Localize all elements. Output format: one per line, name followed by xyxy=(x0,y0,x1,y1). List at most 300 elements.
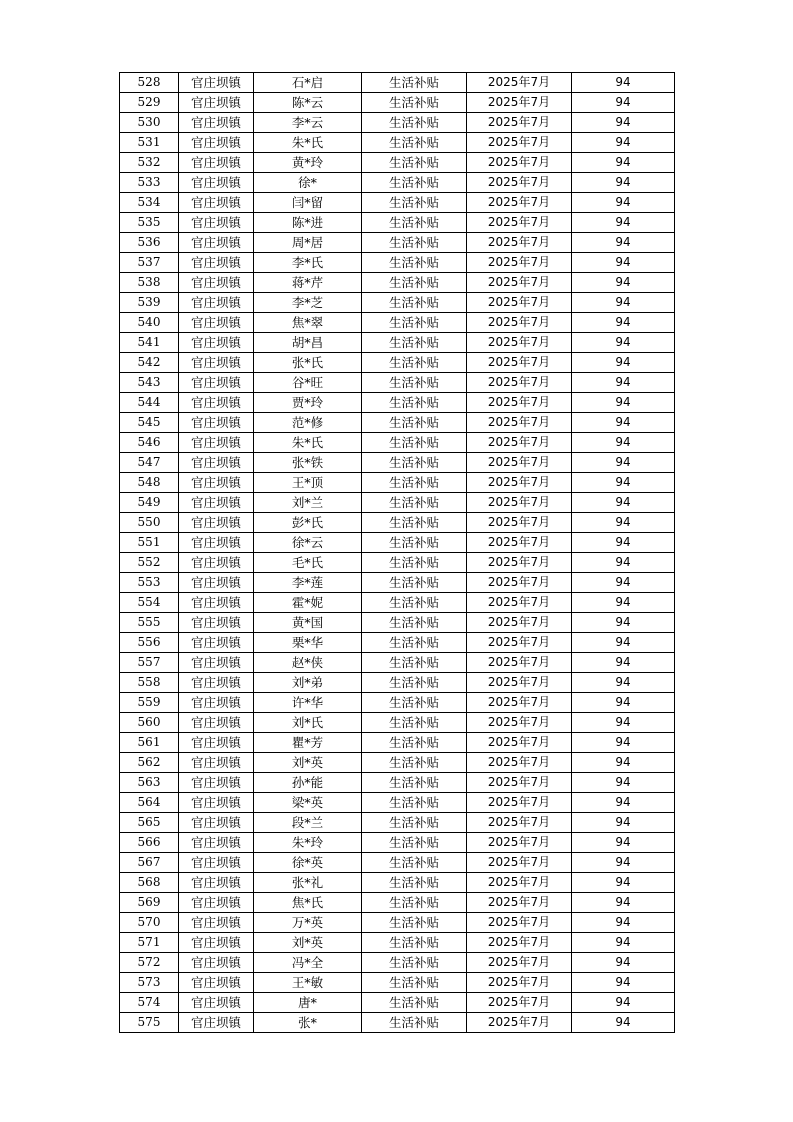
recipient-name-cell: 赵*侠 xyxy=(254,653,362,673)
row-number-cell: 533 xyxy=(120,173,179,193)
row-number-cell: 528 xyxy=(120,73,179,93)
town-cell: 官庄坝镇 xyxy=(179,473,254,493)
row-number-cell: 564 xyxy=(120,793,179,813)
town-cell: 官庄坝镇 xyxy=(179,613,254,633)
amount-cell: 94 xyxy=(572,613,675,633)
town-cell: 官庄坝镇 xyxy=(179,773,254,793)
amount-cell: 94 xyxy=(572,73,675,93)
recipient-name-cell: 刘*兰 xyxy=(254,493,362,513)
month-cell: 2025年7月 xyxy=(467,673,572,693)
month-cell: 2025年7月 xyxy=(467,853,572,873)
town-cell: 官庄坝镇 xyxy=(179,913,254,933)
recipient-name-cell: 范*修 xyxy=(254,413,362,433)
recipient-name-cell: 梁*英 xyxy=(254,793,362,813)
recipient-name-cell: 陈*云 xyxy=(254,93,362,113)
recipient-name-cell: 焦*氏 xyxy=(254,893,362,913)
row-number-cell: 555 xyxy=(120,613,179,633)
subsidy-type-cell: 生活补贴 xyxy=(362,993,467,1013)
month-cell: 2025年7月 xyxy=(467,773,572,793)
town-cell: 官庄坝镇 xyxy=(179,533,254,553)
recipient-name-cell: 张*氏 xyxy=(254,353,362,373)
month-cell: 2025年7月 xyxy=(467,993,572,1013)
subsidy-type-cell: 生活补贴 xyxy=(362,753,467,773)
recipient-name-cell: 贾*玲 xyxy=(254,393,362,413)
table-row xyxy=(120,353,675,373)
row-number-cell: 547 xyxy=(120,453,179,473)
month-cell: 2025年7月 xyxy=(467,413,572,433)
row-number-cell: 553 xyxy=(120,573,179,593)
amount-cell: 94 xyxy=(572,953,675,973)
month-cell: 2025年7月 xyxy=(467,153,572,173)
recipient-name-cell: 黄*玲 xyxy=(254,153,362,173)
month-cell: 2025年7月 xyxy=(467,353,572,373)
table-row xyxy=(120,833,675,853)
subsidy-type-cell: 生活补贴 xyxy=(362,453,467,473)
month-cell: 2025年7月 xyxy=(467,313,572,333)
recipient-name-cell: 胡*昌 xyxy=(254,333,362,353)
amount-cell: 94 xyxy=(572,233,675,253)
table-row xyxy=(120,733,675,753)
recipient-name-cell: 谷*旺 xyxy=(254,373,362,393)
month-cell: 2025年7月 xyxy=(467,693,572,713)
month-cell: 2025年7月 xyxy=(467,913,572,933)
table-row xyxy=(120,793,675,813)
month-cell: 2025年7月 xyxy=(467,373,572,393)
row-number-cell: 566 xyxy=(120,833,179,853)
subsidy-type-cell: 生活补贴 xyxy=(362,153,467,173)
row-number-cell: 551 xyxy=(120,533,179,553)
table-row xyxy=(120,493,675,513)
town-cell: 官庄坝镇 xyxy=(179,193,254,213)
row-number-cell: 540 xyxy=(120,313,179,333)
recipient-name-cell: 张* xyxy=(254,1013,362,1033)
row-number-cell: 536 xyxy=(120,233,179,253)
town-cell: 官庄坝镇 xyxy=(179,453,254,473)
month-cell: 2025年7月 xyxy=(467,533,572,553)
recipient-name-cell: 冯*全 xyxy=(254,953,362,973)
row-number-cell: 544 xyxy=(120,393,179,413)
town-cell: 官庄坝镇 xyxy=(179,893,254,913)
table-row xyxy=(120,233,675,253)
table-row xyxy=(120,713,675,733)
amount-cell: 94 xyxy=(572,593,675,613)
row-number-cell: 568 xyxy=(120,873,179,893)
subsidy-type-cell: 生活补贴 xyxy=(362,513,467,533)
subsidy-type-cell: 生活补贴 xyxy=(362,813,467,833)
recipient-name-cell: 朱*氏 xyxy=(254,133,362,153)
subsidy-type-cell: 生活补贴 xyxy=(362,573,467,593)
town-cell: 官庄坝镇 xyxy=(179,153,254,173)
row-number-cell: 550 xyxy=(120,513,179,533)
recipient-name-cell: 刘*弟 xyxy=(254,673,362,693)
month-cell: 2025年7月 xyxy=(467,193,572,213)
table-row xyxy=(120,253,675,273)
subsidy-type-cell: 生活补贴 xyxy=(362,413,467,433)
town-cell: 官庄坝镇 xyxy=(179,113,254,133)
row-number-cell: 537 xyxy=(120,253,179,273)
recipient-name-cell: 刘*氏 xyxy=(254,713,362,733)
recipient-name-cell: 蒋*芹 xyxy=(254,273,362,293)
recipient-name-cell: 张*礼 xyxy=(254,873,362,893)
table-row xyxy=(120,753,675,773)
table-row xyxy=(120,613,675,633)
subsidy-type-cell: 生活补贴 xyxy=(362,493,467,513)
row-number-cell: 539 xyxy=(120,293,179,313)
subsidy-type-cell: 生活补贴 xyxy=(362,913,467,933)
subsidy-type-cell: 生活补贴 xyxy=(362,393,467,413)
subsidy-type-cell: 生活补贴 xyxy=(362,93,467,113)
amount-cell: 94 xyxy=(572,153,675,173)
table-row xyxy=(120,133,675,153)
month-cell: 2025年7月 xyxy=(467,713,572,733)
table-row xyxy=(120,873,675,893)
recipient-name-cell: 李*芝 xyxy=(254,293,362,313)
town-cell: 官庄坝镇 xyxy=(179,413,254,433)
recipient-name-cell: 焦*翠 xyxy=(254,313,362,333)
table-row xyxy=(120,673,675,693)
amount-cell: 94 xyxy=(572,533,675,553)
table-row xyxy=(120,93,675,113)
town-cell: 官庄坝镇 xyxy=(179,993,254,1013)
amount-cell: 94 xyxy=(572,553,675,573)
town-cell: 官庄坝镇 xyxy=(179,973,254,993)
table-row xyxy=(120,893,675,913)
month-cell: 2025年7月 xyxy=(467,613,572,633)
row-number-cell: 543 xyxy=(120,373,179,393)
amount-cell: 94 xyxy=(572,133,675,153)
month-cell: 2025年7月 xyxy=(467,213,572,233)
town-cell: 官庄坝镇 xyxy=(179,213,254,233)
recipient-name-cell: 霍*妮 xyxy=(254,593,362,613)
table-row xyxy=(120,73,675,93)
table-row xyxy=(120,813,675,833)
month-cell: 2025年7月 xyxy=(467,973,572,993)
amount-cell: 94 xyxy=(572,273,675,293)
subsidy-type-cell: 生活补贴 xyxy=(362,793,467,813)
amount-cell: 94 xyxy=(572,193,675,213)
month-cell: 2025年7月 xyxy=(467,573,572,593)
town-cell: 官庄坝镇 xyxy=(179,393,254,413)
subsidy-type-cell: 生活补贴 xyxy=(362,473,467,493)
town-cell: 官庄坝镇 xyxy=(179,753,254,773)
month-cell: 2025年7月 xyxy=(467,733,572,753)
amount-cell: 94 xyxy=(572,513,675,533)
row-number-cell: 559 xyxy=(120,693,179,713)
subsidy-type-cell: 生活补贴 xyxy=(362,73,467,93)
table-row xyxy=(120,193,675,213)
subsidy-type-cell: 生活补贴 xyxy=(362,313,467,333)
table-row xyxy=(120,273,675,293)
month-cell: 2025年7月 xyxy=(467,73,572,93)
row-number-cell: 557 xyxy=(120,653,179,673)
amount-cell: 94 xyxy=(572,213,675,233)
month-cell: 2025年7月 xyxy=(467,893,572,913)
table-row xyxy=(120,953,675,973)
recipient-name-cell: 王*敏 xyxy=(254,973,362,993)
amount-cell: 94 xyxy=(572,913,675,933)
month-cell: 2025年7月 xyxy=(467,833,572,853)
amount-cell: 94 xyxy=(572,633,675,653)
town-cell: 官庄坝镇 xyxy=(179,273,254,293)
subsidy-type-cell: 生活补贴 xyxy=(362,273,467,293)
row-number-cell: 571 xyxy=(120,933,179,953)
amount-cell: 94 xyxy=(572,313,675,333)
table-row xyxy=(120,653,675,673)
table-row xyxy=(120,473,675,493)
row-number-cell: 530 xyxy=(120,113,179,133)
month-cell: 2025年7月 xyxy=(467,553,572,573)
town-cell: 官庄坝镇 xyxy=(179,873,254,893)
town-cell: 官庄坝镇 xyxy=(179,73,254,93)
month-cell: 2025年7月 xyxy=(467,593,572,613)
month-cell: 2025年7月 xyxy=(467,653,572,673)
month-cell: 2025年7月 xyxy=(467,113,572,133)
amount-cell: 94 xyxy=(572,493,675,513)
table-row xyxy=(120,593,675,613)
month-cell: 2025年7月 xyxy=(467,473,572,493)
month-cell: 2025年7月 xyxy=(467,293,572,313)
row-number-cell: 554 xyxy=(120,593,179,613)
recipient-name-cell: 李*莲 xyxy=(254,573,362,593)
subsidy-type-cell: 生活补贴 xyxy=(362,333,467,353)
row-number-cell: 560 xyxy=(120,713,179,733)
amount-cell: 94 xyxy=(572,973,675,993)
town-cell: 官庄坝镇 xyxy=(179,673,254,693)
row-number-cell: 545 xyxy=(120,413,179,433)
town-cell: 官庄坝镇 xyxy=(179,513,254,533)
row-number-cell: 563 xyxy=(120,773,179,793)
subsidy-type-cell: 生活补贴 xyxy=(362,213,467,233)
amount-cell: 94 xyxy=(572,933,675,953)
row-number-cell: 569 xyxy=(120,893,179,913)
amount-cell: 94 xyxy=(572,373,675,393)
subsidy-type-cell: 生活补贴 xyxy=(362,533,467,553)
amount-cell: 94 xyxy=(572,473,675,493)
subsidy-type-cell: 生活补贴 xyxy=(362,373,467,393)
amount-cell: 94 xyxy=(572,893,675,913)
table-row xyxy=(120,393,675,413)
amount-cell: 94 xyxy=(572,433,675,453)
month-cell: 2025年7月 xyxy=(467,753,572,773)
table-row xyxy=(120,933,675,953)
amount-cell: 94 xyxy=(572,113,675,133)
table-row xyxy=(120,633,675,653)
month-cell: 2025年7月 xyxy=(467,513,572,533)
amount-cell: 94 xyxy=(572,333,675,353)
recipient-name-cell: 李*氏 xyxy=(254,253,362,273)
table-row xyxy=(120,1013,675,1033)
table-row xyxy=(120,853,675,873)
amount-cell: 94 xyxy=(572,993,675,1013)
amount-cell: 94 xyxy=(572,353,675,373)
recipient-name-cell: 万*英 xyxy=(254,913,362,933)
subsidy-type-cell: 生活补贴 xyxy=(362,613,467,633)
subsidy-type-cell: 生活补贴 xyxy=(362,893,467,913)
table-row xyxy=(120,973,675,993)
recipient-name-cell: 栗*华 xyxy=(254,633,362,653)
amount-cell: 94 xyxy=(572,813,675,833)
subsidy-type-cell: 生活补贴 xyxy=(362,233,467,253)
amount-cell: 94 xyxy=(572,853,675,873)
month-cell: 2025年7月 xyxy=(467,93,572,113)
amount-cell: 94 xyxy=(572,1013,675,1033)
subsidy-type-cell: 生活补贴 xyxy=(362,553,467,573)
amount-cell: 94 xyxy=(572,753,675,773)
row-number-cell: 546 xyxy=(120,433,179,453)
town-cell: 官庄坝镇 xyxy=(179,1013,254,1033)
subsidy-type-cell: 生活补贴 xyxy=(362,973,467,993)
town-cell: 官庄坝镇 xyxy=(179,333,254,353)
recipient-name-cell: 徐*英 xyxy=(254,853,362,873)
row-number-cell: 572 xyxy=(120,953,179,973)
subsidy-type-cell: 生活补贴 xyxy=(362,833,467,853)
table-row xyxy=(120,173,675,193)
recipient-name-cell: 王*顶 xyxy=(254,473,362,493)
town-cell: 官庄坝镇 xyxy=(179,493,254,513)
row-number-cell: 531 xyxy=(120,133,179,153)
subsidy-type-cell: 生活补贴 xyxy=(362,133,467,153)
town-cell: 官庄坝镇 xyxy=(179,133,254,153)
table-row xyxy=(120,913,675,933)
month-cell: 2025年7月 xyxy=(467,273,572,293)
recipient-name-cell: 唐* xyxy=(254,993,362,1013)
town-cell: 官庄坝镇 xyxy=(179,693,254,713)
recipient-name-cell: 张*铁 xyxy=(254,453,362,473)
table-row xyxy=(120,433,675,453)
month-cell: 2025年7月 xyxy=(467,1013,572,1033)
month-cell: 2025年7月 xyxy=(467,493,572,513)
amount-cell: 94 xyxy=(572,453,675,473)
subsidy-type-cell: 生活补贴 xyxy=(362,713,467,733)
amount-cell: 94 xyxy=(572,673,675,693)
subsidy-type-cell: 生活补贴 xyxy=(362,433,467,453)
town-cell: 官庄坝镇 xyxy=(179,953,254,973)
month-cell: 2025年7月 xyxy=(467,793,572,813)
town-cell: 官庄坝镇 xyxy=(179,853,254,873)
town-cell: 官庄坝镇 xyxy=(179,633,254,653)
row-number-cell: 561 xyxy=(120,733,179,753)
table-row xyxy=(120,373,675,393)
town-cell: 官庄坝镇 xyxy=(179,233,254,253)
row-number-cell: 538 xyxy=(120,273,179,293)
table-row xyxy=(120,113,675,133)
table-row xyxy=(120,573,675,593)
row-number-cell: 541 xyxy=(120,333,179,353)
row-number-cell: 574 xyxy=(120,993,179,1013)
town-cell: 官庄坝镇 xyxy=(179,733,254,753)
table-row xyxy=(120,293,675,313)
town-cell: 官庄坝镇 xyxy=(179,433,254,453)
table-row xyxy=(120,553,675,573)
recipient-name-cell: 石*启 xyxy=(254,73,362,93)
row-number-cell: 532 xyxy=(120,153,179,173)
recipient-name-cell: 孙*能 xyxy=(254,773,362,793)
row-number-cell: 565 xyxy=(120,813,179,833)
row-number-cell: 549 xyxy=(120,493,179,513)
subsidy-type-cell: 生活补贴 xyxy=(362,353,467,373)
month-cell: 2025年7月 xyxy=(467,173,572,193)
table-row xyxy=(120,513,675,533)
table-body xyxy=(120,73,675,1033)
recipient-name-cell: 彭*氏 xyxy=(254,513,362,533)
subsidy-table xyxy=(119,72,675,1033)
month-cell: 2025年7月 xyxy=(467,453,572,473)
recipient-name-cell: 段*兰 xyxy=(254,813,362,833)
amount-cell: 94 xyxy=(572,733,675,753)
subsidy-type-cell: 生活补贴 xyxy=(362,853,467,873)
town-cell: 官庄坝镇 xyxy=(179,373,254,393)
recipient-name-cell: 徐* xyxy=(254,173,362,193)
row-number-cell: 542 xyxy=(120,353,179,373)
recipient-name-cell: 周*居 xyxy=(254,233,362,253)
table-row xyxy=(120,693,675,713)
row-number-cell: 529 xyxy=(120,93,179,113)
month-cell: 2025年7月 xyxy=(467,233,572,253)
table-row xyxy=(120,333,675,353)
subsidy-type-cell: 生活补贴 xyxy=(362,673,467,693)
row-number-cell: 535 xyxy=(120,213,179,233)
table-row xyxy=(120,413,675,433)
month-cell: 2025年7月 xyxy=(467,933,572,953)
month-cell: 2025年7月 xyxy=(467,433,572,453)
recipient-name-cell: 徐*云 xyxy=(254,533,362,553)
table-row xyxy=(120,453,675,473)
table-row xyxy=(120,773,675,793)
amount-cell: 94 xyxy=(572,293,675,313)
month-cell: 2025年7月 xyxy=(467,253,572,273)
amount-cell: 94 xyxy=(572,833,675,853)
town-cell: 官庄坝镇 xyxy=(179,173,254,193)
town-cell: 官庄坝镇 xyxy=(179,253,254,273)
amount-cell: 94 xyxy=(572,93,675,113)
table-row xyxy=(120,213,675,233)
amount-cell: 94 xyxy=(572,393,675,413)
row-number-cell: 567 xyxy=(120,853,179,873)
table-row xyxy=(120,153,675,173)
row-number-cell: 558 xyxy=(120,673,179,693)
month-cell: 2025年7月 xyxy=(467,873,572,893)
subsidy-type-cell: 生活补贴 xyxy=(362,173,467,193)
amount-cell: 94 xyxy=(572,773,675,793)
row-number-cell: 573 xyxy=(120,973,179,993)
subsidy-type-cell: 生活补贴 xyxy=(362,933,467,953)
amount-cell: 94 xyxy=(572,253,675,273)
town-cell: 官庄坝镇 xyxy=(179,553,254,573)
town-cell: 官庄坝镇 xyxy=(179,933,254,953)
town-cell: 官庄坝镇 xyxy=(179,813,254,833)
row-number-cell: 534 xyxy=(120,193,179,213)
recipient-name-cell: 瞿*芳 xyxy=(254,733,362,753)
amount-cell: 94 xyxy=(572,653,675,673)
month-cell: 2025年7月 xyxy=(467,633,572,653)
town-cell: 官庄坝镇 xyxy=(179,573,254,593)
month-cell: 2025年7月 xyxy=(467,953,572,973)
subsidy-type-cell: 生活补贴 xyxy=(362,873,467,893)
amount-cell: 94 xyxy=(572,173,675,193)
recipient-name-cell: 陈*进 xyxy=(254,213,362,233)
row-number-cell: 570 xyxy=(120,913,179,933)
subsidy-type-cell: 生活补贴 xyxy=(362,693,467,713)
month-cell: 2025年7月 xyxy=(467,813,572,833)
recipient-name-cell: 毛*氏 xyxy=(254,553,362,573)
amount-cell: 94 xyxy=(572,573,675,593)
subsidy-type-cell: 生活补贴 xyxy=(362,953,467,973)
recipient-name-cell: 许*华 xyxy=(254,693,362,713)
subsidy-type-cell: 生活补贴 xyxy=(362,593,467,613)
table-row xyxy=(120,533,675,553)
subsidy-type-cell: 生活补贴 xyxy=(362,113,467,133)
town-cell: 官庄坝镇 xyxy=(179,713,254,733)
